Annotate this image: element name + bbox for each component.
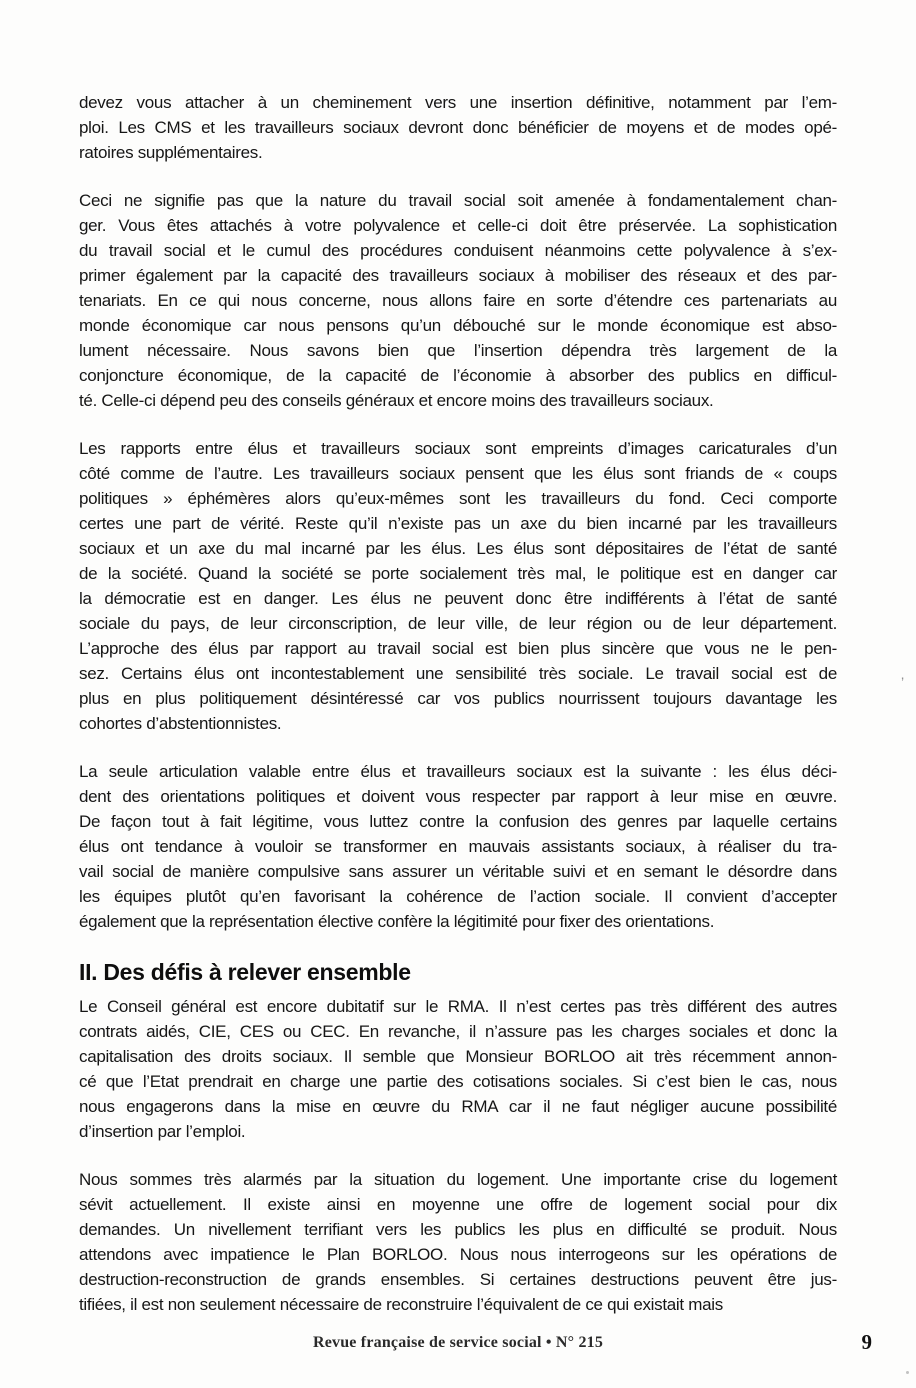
text-line: nous engagerons dans la mise en œuvre du RMA car il ne faut négliger aucune possibilité	[79, 1097, 837, 1116]
text-line: conjoncture économique, de la capacité de l’économie à absorber des publics en difficul-	[79, 366, 837, 385]
text-line: sociaux et un axe du mal incarné par les élus. Les élus sont dépositaires de l’état de santé	[79, 539, 837, 558]
text-line: également que la représentation élective confère la légitimité pour fixer des orientations.	[79, 912, 715, 931]
text-line: attendons avec impatience le Plan BORLOO. Nous nous interrogeons sur les opérations de	[79, 1245, 837, 1264]
text-line: côté comme de l’autre. Les travailleurs sociaux pensent que les élus sont friands de « coups	[79, 464, 837, 483]
text-line: tifiées, il est non seulement nécessaire de reconstruire l’équivalent de ce qui existait mais	[79, 1295, 723, 1314]
text-line: ploi. Les CMS et les travailleurs sociaux devront donc bénéficier de moyens et de modes opé-	[79, 118, 837, 137]
text-line: demandes. Un nivellement terrifiant vers les publics les plus en difficulté se produit. Nous	[79, 1220, 837, 1239]
text-line: primer également par la capacité des travailleurs sociaux à mobiliser des réseaux et des par-	[79, 266, 837, 285]
text-line: sévit actuellement. Il existe ainsi en moyenne une offre de logement social pour dix	[79, 1195, 837, 1214]
text-line: monde économique car nous pensons qu’un débouché sur le monde économique est abso-	[79, 316, 837, 335]
text-line: de la société. Quand la société se porte socialement très mal, le politique est en danger car	[79, 564, 837, 583]
text-line: sociale du pays, de leur circonscription, de leur ville, de leur région ou de leur département.	[79, 614, 837, 633]
paragraph	[79, 436, 837, 736]
text-line: plus en plus politiquement désintéressé car vos publics nourrissent toujours davantage les	[79, 689, 837, 708]
scan-artifact-dot	[906, 1371, 909, 1374]
text-line: dent des orientations politiques et doivent vous respecter par rapport à leur mise en œuvre.	[79, 787, 837, 806]
text-line: cohortes d’abstentionnistes.	[79, 714, 282, 733]
text-line: L’approche des élus par rapport au travail social est bien plus sincère que vous ne le pen-	[79, 639, 837, 658]
text-line: d’insertion par l’emploi.	[79, 1122, 246, 1141]
page-body-text	[79, 90, 837, 1340]
text-line: De façon tout à fait légitime, vous luttez contre la confusion des genres par laquelle certains	[79, 812, 837, 831]
text-line: contrats aidés, CIE, CES ou CEC. En revanche, il n’assure pas les charges sociales et donc la	[79, 1022, 837, 1041]
text-line: les équipes plutôt qu’en favorisant la cohérence de l’action sociale. Il convient d’accepter	[79, 887, 837, 906]
text-line: Le Conseil général est encore dubitatif sur le RMA. Il n’est certes pas très différent des autres	[79, 997, 837, 1016]
text-line: lument nécessaire. Nous savons bien que l’insertion dépendra très largement de la	[79, 341, 837, 360]
text-line: Les rapports entre élus et travailleurs sociaux sont empreints d’images caricaturales d’un	[79, 439, 837, 458]
text-line: Ceci ne signifie pas que la nature du travail social soit amenée à fondamentalement chan-	[79, 191, 837, 210]
text-line: destruction-reconstruction de grands ensembles. Si certaines destructions peuvent être jus-	[79, 1270, 837, 1289]
text-line: cé que l’Etat prendrait en charge une partie des cotisations sociales. Si c’est bien le cas, nous	[79, 1072, 837, 1091]
text-line: té. Celle-ci dépend peu des conseils généraux et encore moins des travailleurs sociaux.	[79, 391, 714, 410]
text-line: Nous sommes très alarmés par la situation du logement. Une importante crise du logement	[79, 1170, 837, 1189]
footer-journal-title: Revue française de service social • N° 215	[312, 1334, 604, 1351]
page-number: 9	[861, 1330, 872, 1354]
paragraph	[79, 188, 837, 413]
text-line: politiques » éphémères alors qu’eux-mêmes sont les travailleurs du fond. Ceci comporte	[79, 489, 837, 508]
text-line: ger. Vous êtes attachés à votre polyvalence et celle-ci doit être préservée. La sophistication	[79, 216, 837, 235]
text-line: ratoires supplémentaires.	[79, 143, 263, 162]
text-line: capitalisation des droits sociaux. Il semble que Monsieur BORLOO ait très récemment annon-	[79, 1047, 837, 1066]
text-line: La seule articulation valable entre élus et travailleurs sociaux est la suivante : les élus déci-	[79, 762, 837, 781]
text-line: sez. Certains élus ont incontestablement une sensibilité très sociale. Le travail social est de	[79, 664, 837, 683]
text-line: tenariats. En ce qui nous concerne, nous allons faire en sorte d’étendre ces partenariats au	[79, 291, 837, 310]
text-line: élus ont tendance à vouloir se transformer en mauvais assistants sociaux, à réaliser du tra-	[79, 837, 837, 856]
text-line: du travail social et le cumul des procédures conduisent néanmoins cette polyvalence à s’ex-	[79, 241, 837, 260]
text-line: vail social de manière compulsive sans assurer un véritable suivi et en semant le désordre dans	[79, 862, 837, 881]
paragraph	[79, 90, 837, 165]
text-line: la démocratie est en danger. Les élus ne peuvent donc être indifférents à l’état de santé	[79, 589, 837, 608]
paragraph	[79, 759, 837, 934]
scan-artifact-mark: ’	[901, 674, 905, 690]
footer	[0, 1334, 916, 1352]
text-line: devez vous attacher à un cheminement vers une insertion définitive, notamment par l’em-	[79, 93, 837, 112]
text-line: certes une part de vérité. Reste qu’il n’existe pas un axe du bien incarné par les travailleurs	[79, 514, 837, 533]
paragraph	[79, 994, 837, 1144]
paragraph	[79, 1167, 837, 1317]
section-heading: II. Des défis à relever ensemble	[79, 959, 411, 985]
